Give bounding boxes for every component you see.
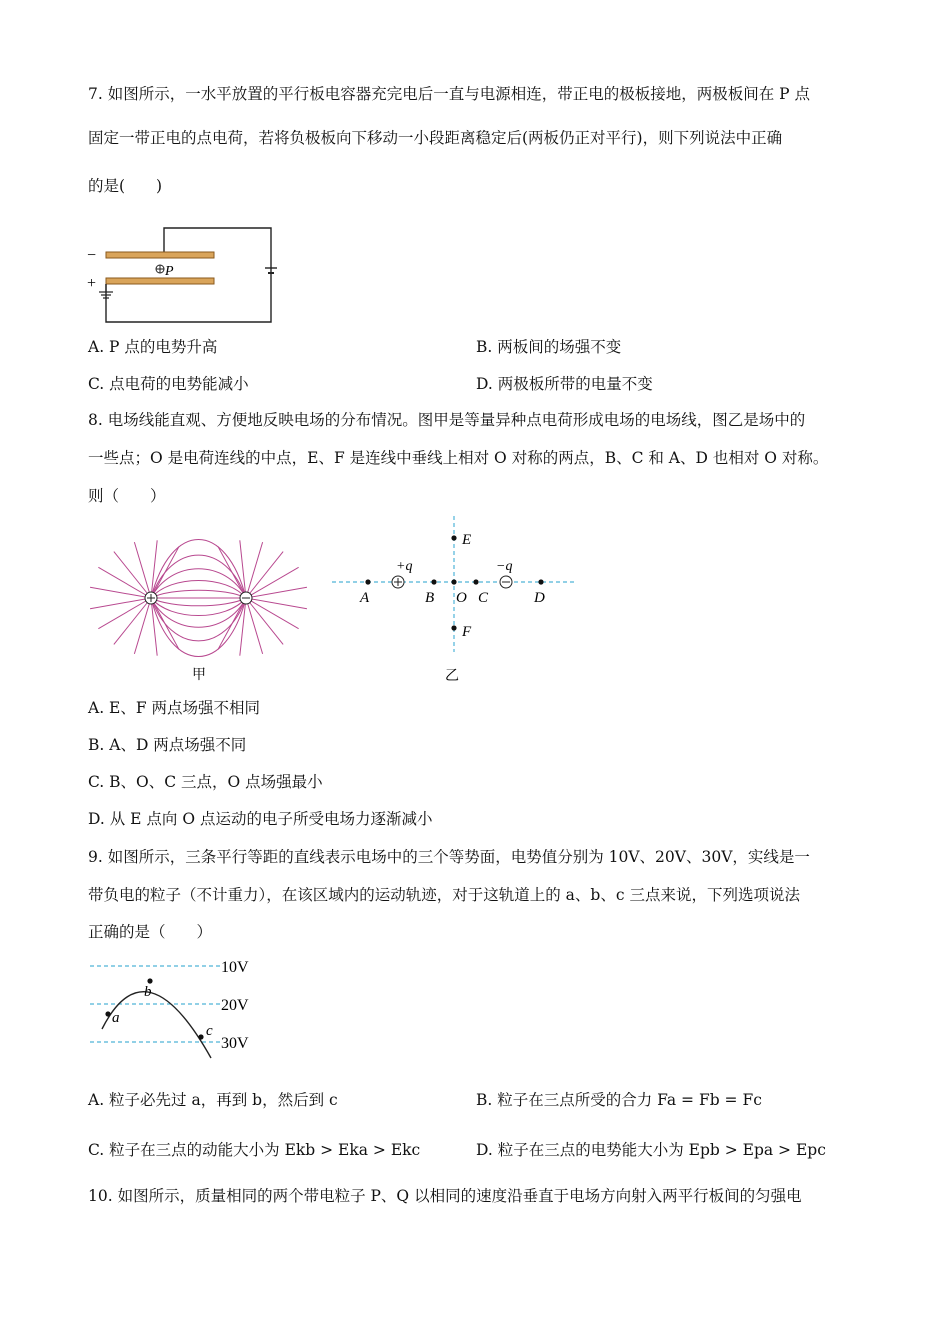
dipole-field-lines-figure [82, 530, 322, 690]
q7-line1: 7. 如图所示，一水平放置的平行板电容器充完电后一直与电源相连，带正电的极板接地，两极板间在 P 点 [88, 85, 811, 103]
q8-line1: 8. 电场线能直观、方便地反映电场的分布情况。图甲是等量异种点电荷形成电场的电场线，图乙是场中的 [88, 411, 806, 429]
q7-option-a[interactable]: A. P 点的电势升高 [88, 338, 218, 356]
field-line [114, 598, 151, 644]
q7-line2: 固定一带正电的点电荷，若将负极板向下移动一小段距离稳定后(两板仍正对平行)，则下列说法中正确 [88, 129, 783, 147]
q7-line3: 的是( ) [88, 177, 163, 195]
q10-line1: 10. 如图所示，质量相同的两个带电粒子 P、Q 以相同的速度沿垂直于电场方向射入两平行板间的匀强电 [88, 1187, 802, 1205]
field-line [151, 598, 246, 641]
equipotential-trajectory-figure [88, 954, 288, 1064]
label-e: E [462, 532, 472, 548]
fig7-label-plus: + [87, 275, 97, 292]
label-10v: 10V [221, 959, 249, 976]
label-d: D [534, 590, 545, 606]
capacitor-circuit-figure [84, 222, 284, 332]
field-line [151, 598, 246, 616]
q9-line3: 正确的是（ ） [88, 923, 213, 941]
q8-line2: 一些点；O 是电荷连线的中点，E、F 是连线中垂线上相对 O 对称的两点，B、C 和 A、D 也相对 O 对称。 [88, 449, 829, 467]
label-b: B [425, 590, 435, 606]
field-line [114, 552, 151, 598]
fig-yi-caption: 乙 [445, 669, 459, 684]
fig7-label-p: P [165, 264, 174, 279]
label-plus-q: +q [396, 559, 413, 574]
field-line [151, 590, 246, 598]
field-line [151, 580, 246, 598]
point-positions-figure [330, 514, 580, 684]
q9-line1: 9. 如图所示，三条平行等距的直线表示电场中的三个等势面，电势值分别为 10V、20V、30V，实线是一 [88, 848, 810, 866]
q8-option-c[interactable]: C. B、O、C 三点，O 点场强最小 [88, 773, 323, 791]
label-30v: 30V [221, 1035, 249, 1052]
field-line [246, 552, 283, 598]
q8-option-a[interactable]: A. E、F 两点场强不相同 [88, 699, 261, 717]
field-line [151, 598, 246, 606]
fig7-label-minus: − [87, 247, 97, 264]
q8-option-d[interactable]: D. 从 E 点向 O 点运动的电子所受电场力逐渐减小 [88, 810, 433, 828]
fig9-label-b: b [144, 984, 152, 1000]
field-line [151, 555, 246, 598]
q8-line3: 则（ ） [88, 487, 166, 505]
label-a: A [360, 590, 370, 606]
label-o: O [456, 590, 467, 606]
fig-jia-caption: 甲 [192, 668, 206, 683]
fig9-label-c: c [206, 1023, 213, 1039]
q7-option-c[interactable]: C. 点电荷的电势能减小 [88, 375, 249, 393]
field-line [246, 598, 283, 644]
label-20v: 20V [221, 997, 249, 1014]
label-minus-q: −q [496, 559, 513, 574]
fig9-label-a: a [112, 1010, 120, 1026]
negative-plate [106, 252, 214, 258]
q7-option-d[interactable]: D. 两极板所带的电量不变 [476, 375, 653, 393]
q9-line2: 带负电的粒子（不计重力），在该区域内的运动轨迹，对于这轨道上的 a、b、c 三点来说，下列选项说法 [88, 886, 800, 904]
q9-option-d[interactable]: D. 粒子在三点的电势能大小为 Epb > Epa > Epc [476, 1141, 826, 1159]
positive-plate [106, 278, 214, 284]
label-c: C [478, 590, 489, 606]
q9-option-c[interactable]: C. 粒子在三点的动能大小为 Ekb > Eka > Ekc [88, 1141, 421, 1159]
q7-option-b[interactable]: B. 两板间的场强不变 [476, 338, 622, 356]
q8-option-b[interactable]: B. A、D 两点场强不同 [88, 736, 247, 754]
label-f: F [462, 624, 472, 640]
q9-option-a[interactable]: A. 粒子必先过 a，再到 b，然后到 c [88, 1091, 338, 1109]
q9-option-b[interactable]: B. 粒子在三点所受的合力 Fa = Fb = Fc [476, 1091, 762, 1109]
